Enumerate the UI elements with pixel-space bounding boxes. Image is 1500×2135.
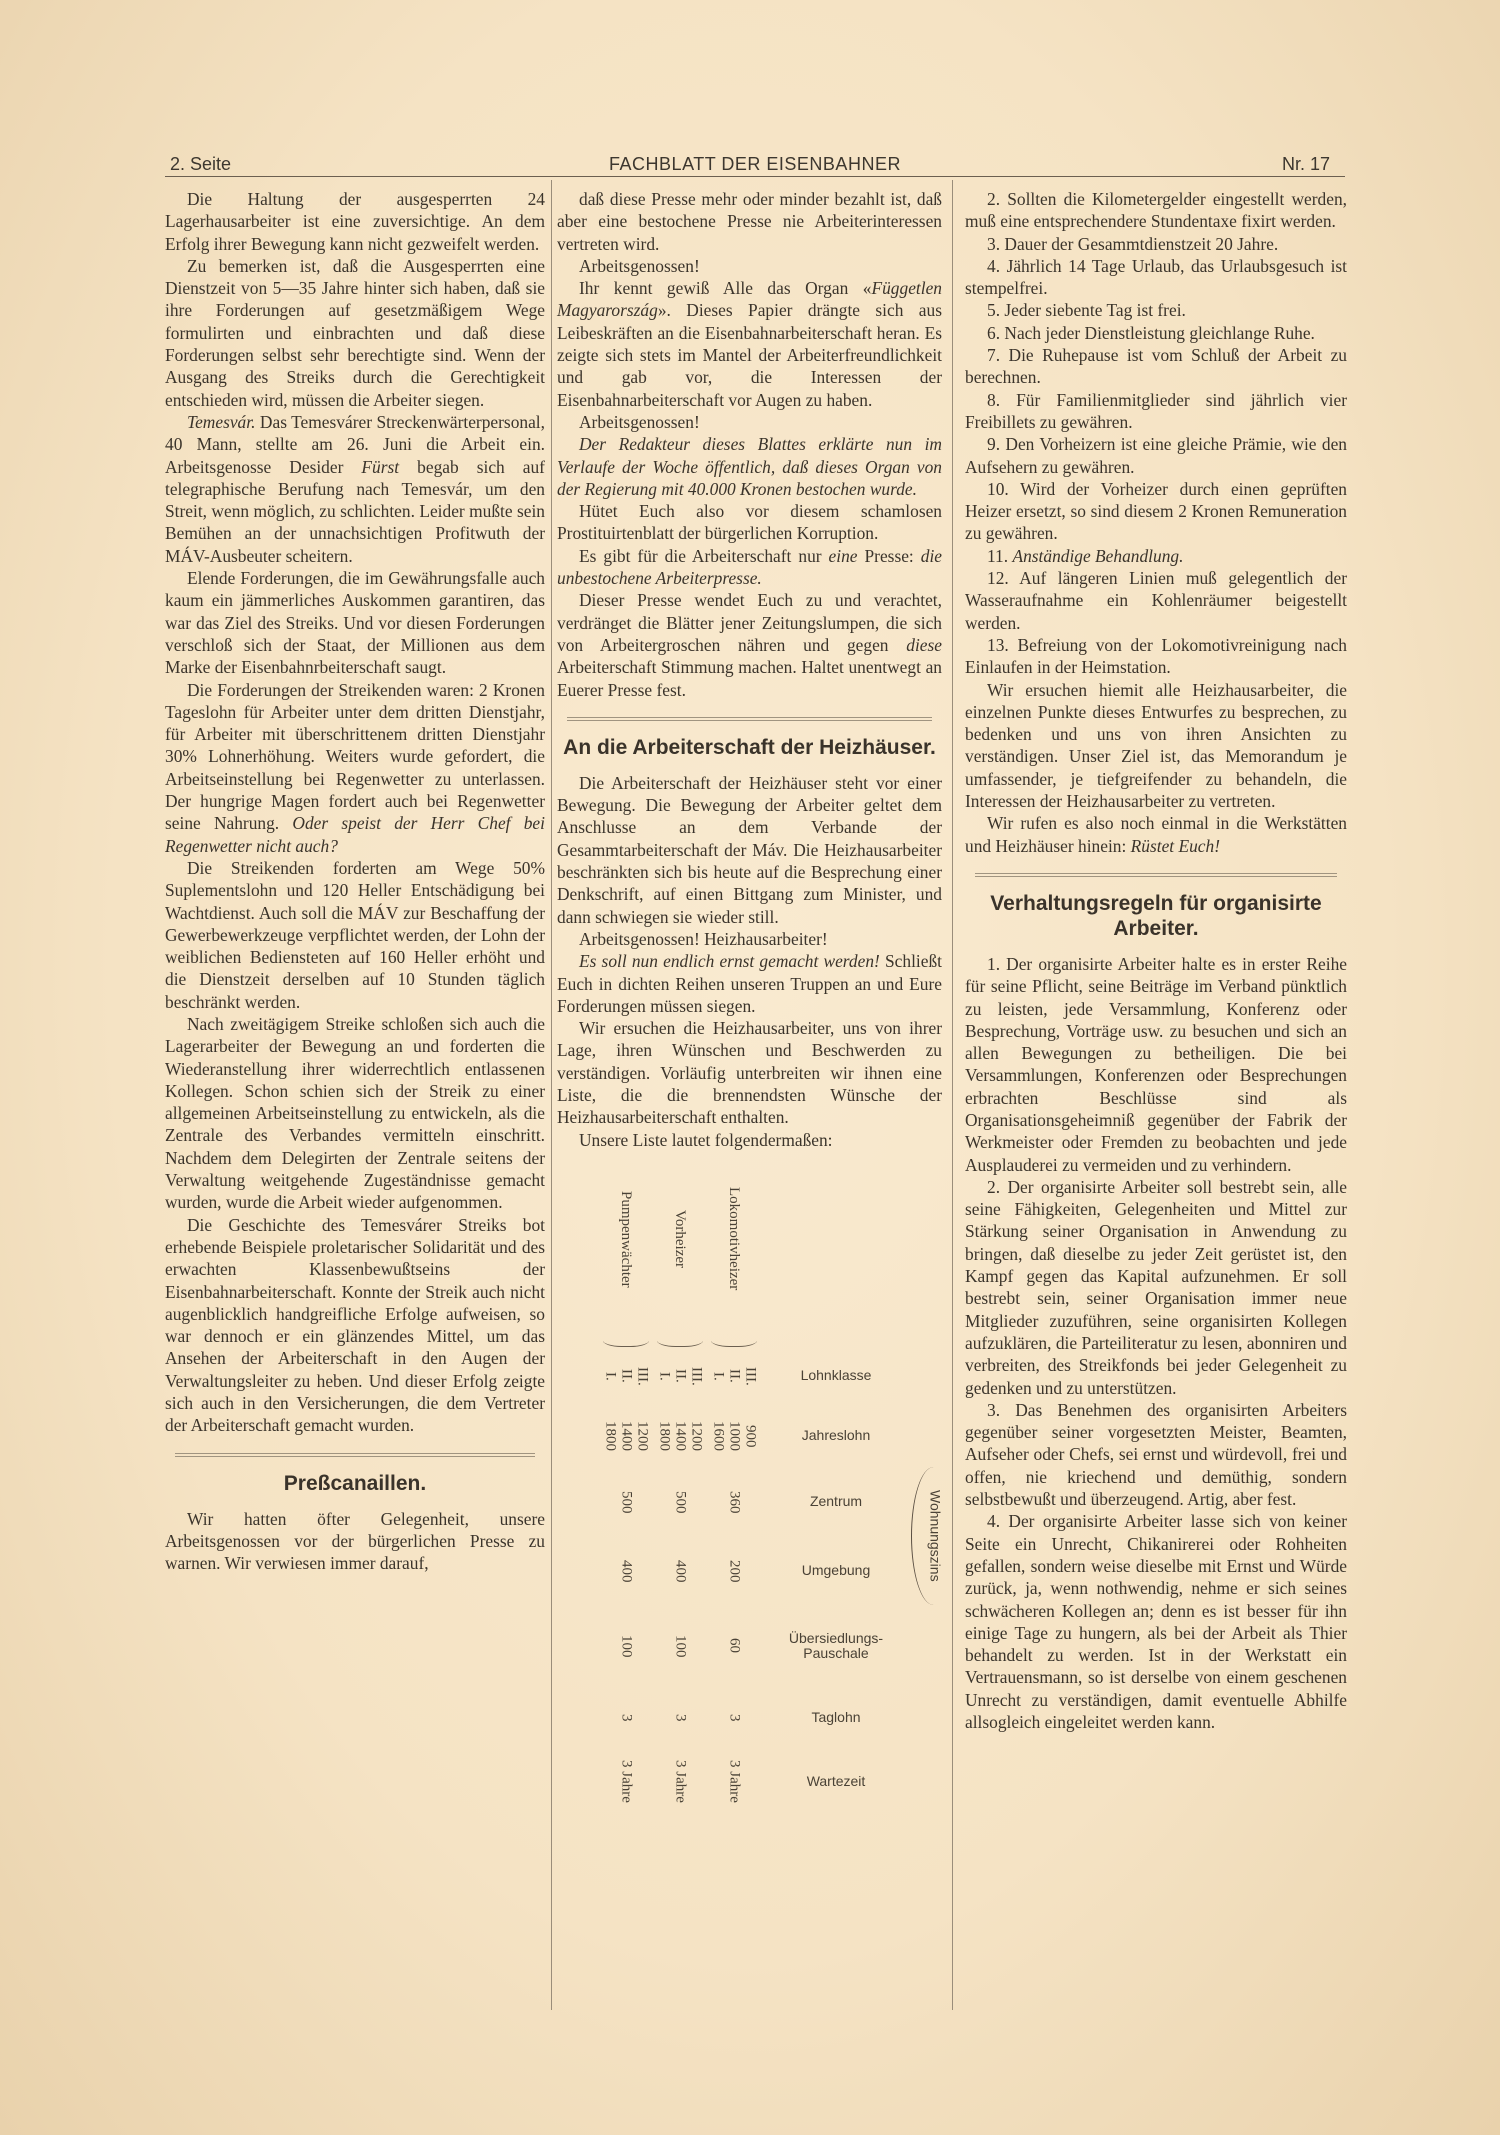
paragraph	[557, 772, 942, 928]
text-span: Die Haltung der ausgesperrten 24 Lagerhausarbeiter ist eine zuversichtige. An dem Erfolg ihrer Bewegung kann nicht gezweifelt werden.	[165, 189, 545, 254]
section-divider	[567, 717, 932, 721]
table-cell	[707, 1405, 761, 1467]
text-span: 9. Den Vorheizern ist eine gleiche Prämie, wie den Aufsehern zu gewähren.	[965, 434, 1347, 477]
table-cell	[653, 1749, 707, 1815]
table-row-label: Umgebung	[801, 1562, 871, 1579]
table-cell	[599, 1405, 653, 1467]
text-span: Die Forderungen der Streikenden waren: 2 Kronen Tageslohn für Arbeiter unter dem dritten Dienstjahr, für Arbeiter mit überschrittenem dritten Dienstjahr 30% Lohnerhöhung. Weiters wurde gefordert, die Arbeitseinstellung bei Regenwetter zu unterlassen. Der hungrige Magen fordert auch bei Regenwetter seine Nahrung.	[165, 679, 545, 834]
table-column-header: Vorheizer	[672, 1209, 689, 1268]
group-label: Wohnungszins	[911, 1467, 956, 1605]
text-span: Wir ersuchen hiemit alle Heizhausarbeiter, die einzelnen Punkte dieses Entwurfes zu besprechen, zu bedenken und uns von ihren Ansichten zu verständigen. Unser Ziel ist, das Memorandum je umfassender, je tiefgreifender zu behandeln, die Interessen der Heizhausarbeiter zu vertreten.	[965, 679, 1347, 812]
text-span: begab sich auf telegraphische Berufung nach Temesvár, um den Streit, wenn möglich, zu schlichten. Leider mußte sein Bemühen an der unnachsichtigen Profitwuth der MÁV-Ausbeuter scheitern.	[165, 456, 545, 566]
table-cell	[653, 1405, 707, 1467]
article-body	[965, 188, 1347, 857]
paragraph	[965, 389, 1347, 434]
cell-value: 1800	[656, 1420, 673, 1451]
table-cell	[707, 1467, 761, 1537]
cell-value: III.	[742, 1366, 759, 1386]
text-span: 2. Der organisirte Arbeiter soll bestrebt sein, alle seine Fähigkeiten, Gelegenheiten und Mittel zur Stärkung seiner Organisation in Anwendung zu bringen, daß dieselbe zu jeder Zeit gerüstet ist, den Kampf gegen das Kapital aufzunehmen. Er soll bestrebt sein, seiner Organisation immer neue Mitglieder zuzuführen, seine organisirten Kollegen aufzuklären, die Parteiliteratur zu lesen, abonniren und verbreiten, des Streikfonds bei jeder Gelegenheit zu gedenken und zu unterstützen.	[965, 1176, 1347, 1398]
table-cell	[599, 1537, 653, 1605]
cell-value: 1200	[688, 1420, 705, 1451]
emphasis-text: Rüstet Euch!	[1130, 835, 1220, 856]
paragraph	[557, 545, 942, 590]
paragraph	[557, 433, 942, 500]
table-cell	[707, 1687, 761, 1749]
cell-value: 400	[672, 1559, 689, 1583]
column-brace	[603, 1331, 649, 1347]
cell-value: I.	[602, 1371, 619, 1381]
table-row-label: Wartezeit	[806, 1773, 866, 1790]
table-cell	[707, 1537, 761, 1605]
text-span: 13. Befreiung von der Lokomotivreinigung nach Einlaufen in der Heimstation.	[965, 634, 1347, 678]
paragraph	[165, 1508, 545, 1575]
text-span: 2. Sollten die Kilometergelder eingestellt werden, muß eine entsprechendere Stundentaxe fixirt werden.	[965, 189, 1347, 232]
table-row-label: Lohnklasse	[800, 1367, 872, 1384]
text-span: Wir hatten öfter Gelegenheit, unsere Arbeitsgenossen vor der bürgerlichen Presse zu warnen. Wir verwiesen immer darauf,	[165, 1508, 545, 1574]
table-cell	[653, 1467, 707, 1537]
text-span: Die Arbeiterschaft der Heizhäuser steht vor einer Bewegung. Die Bewegung der Arbeiter geltet dem Anschlusse an dem Verbande der Gesammtarbeiterschaft der Máv. Die Heizhausarbeiter beschränkten sich bis heute auf die Besprechung einer Denkschrift, auf einen Bittgang zum Minister, und dann schwiegen sie wieder still.	[557, 772, 942, 927]
paragraph	[965, 812, 1347, 857]
paragraph	[965, 188, 1347, 233]
article-body	[965, 953, 1347, 1733]
table-cell	[653, 1605, 707, 1687]
paragraph	[965, 299, 1347, 321]
paragraph	[557, 277, 942, 411]
text-span: Die Streikenden forderten am Wege 50% Suplementslohn und 120 Heller Entschädigung bei Wachtdienst. Auch soll die MÁV zur Beschaffung der Gewerbewerkzeuge verpflichtet werden, der Lohn der weiblichen Bediensteten auf 160 Heller erhöht und die Dienstzeit derselben auf 10 Stunden täglich beschränkt werden.	[165, 857, 545, 1012]
cell-value: 1600	[710, 1420, 727, 1451]
paragraph	[965, 1399, 1347, 1510]
table-row-label: Zentrum	[809, 1493, 863, 1510]
cell-value: I.	[656, 1371, 673, 1381]
paragraph	[165, 188, 545, 255]
text-span: Wir ersuchen die Heizhausarbeiter, uns von ihrer Lage, ihren Wünschen und Beschwerden zu verständigen. Vorläufig unterbreiten wir ihnen eine Liste, die die brennendsten Wünsche der Heizhausarbeiterschaft enthalten.	[557, 1018, 942, 1128]
emphasis-text: eine	[828, 545, 858, 566]
cell-value: 500	[618, 1490, 635, 1514]
wage-table	[557, 1159, 944, 1804]
emphasis-text: Fürst	[361, 456, 400, 477]
text-span: Arbeiterschaft Stimmung machen. Haltet unentwegt an Euerer Presse fest.	[557, 657, 942, 700]
column-divider	[551, 180, 552, 2010]
paragraph	[965, 634, 1347, 679]
text-span: 12. Auf längeren Linien muß gelegentlich der Wasseraufnahme ein Kohlenräumer beigestellt werden.	[965, 568, 1347, 633]
table-cell	[599, 1467, 653, 1537]
paragraph	[165, 679, 545, 857]
table-cell	[653, 1537, 707, 1605]
cell-value: II.	[672, 1369, 689, 1383]
paragraph	[965, 255, 1347, 300]
cell-value: 3	[672, 1714, 689, 1722]
cell-value: II.	[726, 1369, 743, 1383]
emphasis-text: Oder speist der Herr Chef bei Regenwetter nicht auch?	[165, 813, 545, 856]
paragraph	[965, 1176, 1347, 1399]
text-span: Ihr kennt gewiß Alle das Organ «	[579, 278, 872, 299]
text-span: 10. Wird der Vorheizer durch einen geprüften Heizer ersetzt, so sind diesem 2 Kronen Remuneration zu gewähren.	[965, 478, 1347, 544]
paragraph	[165, 411, 545, 567]
paragraph	[557, 950, 942, 1017]
text-span: daß diese Presse mehr oder minder bezahlt ist, daß aber eine bestochene Presse nie Arbeiterinteressen vertreten wird.	[557, 189, 942, 254]
cell-value: III.	[688, 1366, 705, 1386]
table-row-label: Taglohn	[811, 1709, 861, 1726]
article-heading: An die Arbeiterschaft der Heizhäuser.	[563, 735, 936, 759]
paragraph	[965, 679, 1347, 813]
text-span: 4. Der organisirte Arbeiter lasse sich von keiner Seite ein Unrecht, Chikanirerei oder Rohheiten gefallen, sondern weise dieselbe mit Ernst und Würde zurück, ja, wenn nothwendig, nehme er sich seines schwächeren Kollegen an; denn es ist besser für ihn einige Tage zu hungern, als bei der Arbeit als Thier behandelt zu werden. Ist in der Werkstatt ein Vertrauensmann, so ist derselbe von einem geschenen Unrecht zu verständigen, damit eventuelle Abhilfe allsogleich eingeleitet werden kann.	[965, 1511, 1347, 1732]
cell-value: 3 Jahre	[726, 1760, 743, 1804]
paragraph	[165, 857, 545, 1013]
cell-value: 100	[618, 1634, 635, 1658]
issue-number: Nr. 17	[1281, 154, 1330, 174]
table-column-header: Pumpenwächter	[618, 1190, 635, 1288]
section-divider	[175, 1453, 535, 1457]
cell-value: 100	[672, 1634, 689, 1658]
text-span: 7. Die Ruhepause ist vom Schluß der Arbeit zu berechnen.	[965, 345, 1347, 388]
table-cell	[653, 1347, 707, 1405]
text-span: Dieser Presse wendet Euch zu und verachtet, verdränget die Blätter jener Zeitungslumpen, die sich von Arbeitergroschen nähren und gegen	[557, 590, 942, 655]
newspaper-title: FACHBLATT DER EISENBAHNER	[609, 154, 901, 174]
emphasis-text: diese	[906, 634, 942, 655]
table-cell	[653, 1687, 707, 1749]
text-span: Wir rufen es also noch einmal in die Werkstätten und Heizhäuser hinein:	[965, 813, 1347, 856]
emphasis-text: Független Magyarország	[557, 278, 942, 321]
paragraph	[557, 1017, 942, 1128]
paragraph	[557, 589, 942, 700]
cell-value: 3	[618, 1714, 635, 1722]
emphasis-text: Anständige Behandlung.	[1012, 545, 1184, 566]
text-span: Arbeitsgenossen!	[579, 255, 700, 276]
table-cell	[707, 1605, 761, 1687]
text-span: Es gibt für die Arbeiterschaft nur	[579, 545, 829, 566]
column-brace	[711, 1331, 757, 1347]
article-heading: Verhaltungsregeln für organisirte Arbeiter.	[990, 891, 1322, 940]
cell-value: 500	[672, 1490, 689, 1514]
text-span: Arbeitsgenossen!	[579, 411, 700, 432]
column-brace	[657, 1331, 703, 1347]
paragraph	[965, 545, 1347, 567]
cell-value: III.	[634, 1366, 651, 1386]
text-span: ». Dieses Papier drängte sich aus Leibeskräften an die Eisenbahnarbeiterschaft heran. Es zeigte sich stets im Mantel der Arbeiterfreundlichkeit und gab vor, die Interessen der Eisenbahnarbeiterschaft vor Augen zu haben.	[557, 300, 942, 410]
text-span: 3. Das Benehmen des organisirten Arbeiters gegenüber seiner vorgesetzten Meister, Beamten, Aufseher oder Chefs, sei ernst und würdevoll, frei und offen, nie kriechend und demüthig, sondern selbstbewußt und überzeugend. Artig, aber fest.	[965, 1399, 1347, 1510]
column-divider	[952, 180, 953, 2010]
cell-value: I.	[710, 1371, 727, 1381]
article-body	[557, 772, 942, 1151]
cell-value: 1400	[618, 1420, 635, 1451]
cell-value: 3 Jahre	[618, 1760, 635, 1804]
table-cell	[599, 1605, 653, 1687]
article-body	[165, 188, 545, 1437]
cell-value: 3	[726, 1714, 743, 1722]
table-row-label: Übersiedlungs-Pauschale	[788, 1629, 884, 1661]
cell-value: 60	[726, 1638, 743, 1654]
text-span: Die Geschichte des Temesvárer Streiks bot erhebende Beispiele proletarischer Solidarität und des erwachten Klassenbewußtseins der Eisenbahnarbeiterschaft. Konnte der Streik auch nicht augenblicklich handgreifliche Erfolge aufweisen, so war dennoch er ein glänzendes Mittel, um das Ansehen der Arbeiterschaft in den Augen der Verwaltungsleiter zu heben. Und dieser Erfolg zeigte sich auch in den Versicherungen, die dem Vertreter der Arbeiterschaft gemacht wurden.	[165, 1214, 545, 1436]
text-span: Arbeitsgenossen! Heizhausarbeiter!	[579, 928, 828, 949]
paragraph	[965, 344, 1347, 389]
text-span: Unsere Liste lautet folgendermaßen:	[579, 1129, 833, 1150]
article-body	[165, 1508, 545, 1575]
text-span: Schließt Euch in dichten Reihen unseren Truppen an und Eure Forderungen müssen siegen.	[557, 951, 942, 1016]
paragraph	[557, 411, 942, 433]
cell-value: II.	[618, 1369, 635, 1383]
text-span: Elende Forderungen, die im Gewährungsfalle auch kaum ein jämmerliches Auskommen garantiren, das war das Ziel des Streiks. Und vor diesen Forderungen verschloß sich der Staat, der Millionen aus dem Marke der Eisenbahnrbeiterschaft saugt.	[165, 568, 545, 678]
emphasis-text: Es soll nun endlich ernst gemacht werden!	[579, 951, 880, 972]
paragraph	[557, 928, 942, 950]
cell-value: 200	[726, 1559, 743, 1583]
table-cell	[599, 1347, 653, 1405]
text-span: 5. Jeder siebente Tag ist frei.	[987, 300, 1186, 321]
paragraph	[557, 500, 942, 545]
cell-value: 1800	[602, 1420, 619, 1451]
paragraph	[965, 567, 1347, 634]
article-heading: Preßcanaillen.	[283, 1471, 427, 1495]
paragraph	[557, 255, 942, 277]
cell-value: 900	[742, 1424, 759, 1448]
text-span: 1. Der organisirte Arbeiter halte es in erster Reihe für seine Pflicht, seine Beiträge im Verband pünktlich zu leisten, jede Versammlung, Konferenz oder Besprechung, Vorträge usw. zu besuchen und sich an allen Bewegungen zu betheiligen. Die bei Versammlungen, Konferenzen oder Besprechungen erbrachten Beschlüsse sind als Organisationsgeheimniß gegenüber der Fabrik der Werkmeister oder Fremden zu beobachten und jede Ausplauderei zu vermeiden und zu verhindern.	[965, 953, 1347, 1175]
table-cell	[599, 1687, 653, 1749]
section-divider	[975, 873, 1337, 877]
page-number: 2. Seite	[170, 154, 232, 174]
text-span: 4. Jährlich 14 Tage Urlaub, das Urlaubsgesuch ist stempelfrei.	[965, 255, 1347, 299]
text-span: Das Temesvárer Streckenwärterpersonal, 40 Mann, stellte am 26. Juni die Arbeit ein. Arbeitsgenosse Desider	[165, 411, 545, 477]
cell-value: 1000	[726, 1420, 743, 1451]
paragraph	[965, 433, 1347, 478]
paragraph	[965, 1510, 1347, 1733]
text-span: Zu bemerken ist, daß die Ausgesperrten eine Dienstzeit von 5—35 Jahre hinter sich haben, daß sie ihre Forderungen auf gesetzmäßigem Wege formulirten und einbrachten und daß diese Forderungen selbst sehr berechtigte sind. Wenn der Ausgang des Streiks durch die Gerechtigkeit entschieden wird, müssen die Arbeiter siegen.	[165, 255, 545, 410]
paragraph	[165, 1214, 545, 1437]
table-column-header: Lokomotivheizer	[726, 1187, 743, 1291]
column-2	[557, 188, 944, 1804]
text-span: 8. Für Familienmitglieder sind jährlich vier Freibillets zu gewähren.	[965, 389, 1347, 432]
emphasis-text: Temesvár.	[187, 411, 256, 432]
cell-value: 360	[726, 1490, 743, 1514]
text-span: Nach zweitägigem Streike schloßen sich auch die Lagerarbeiter der Bewegung an und forderten die Wiederanstellung ihrer widerrechtlich entlassenen Kollegen. Schon schien sich der Streik zu einer allgemeinen Arbeitseinstellung zu entwickeln, als die Zentrale des Verbandes vermitteln einschritt. Nachdem dem Delegirten der Zentrale seitens der Verwaltung weitgehende Zugeständnisse gemacht wurden, wurde die Arbeit wieder aufgenommen.	[165, 1013, 545, 1213]
paragraph	[965, 233, 1347, 255]
text-span: 3. Dauer der Gesammtdienstzeit 20 Jahre.	[987, 233, 1279, 254]
paragraph	[965, 322, 1347, 344]
cell-value: 1400	[672, 1420, 689, 1451]
paragraph	[165, 1013, 545, 1214]
text-span: Presse:	[857, 545, 921, 566]
text-span: 6. Nach jeder Dienstleistung gleichlange Ruhe.	[987, 322, 1315, 343]
emphasis-text: Der Redakteur dieses Blattes erklärte nun im Verlaufe der Woche öffentlich, daß dieses Organ von der Regierung mit 40.000 Kronen bestochen wurde.	[557, 434, 942, 499]
column-1	[165, 188, 545, 1575]
table-cell	[707, 1347, 761, 1405]
paragraph	[557, 1129, 942, 1151]
cell-value: 1200	[634, 1420, 651, 1451]
table-row-label: Jahreslohn	[801, 1427, 871, 1444]
paragraph	[557, 188, 942, 255]
page-header	[165, 152, 1345, 177]
cell-value: 3 Jahre	[672, 1760, 689, 1804]
paragraph	[165, 567, 545, 678]
text-span: Hütet Euch also vor diesem schamlosen Prostituirtenblatt der bürgerlichen Korruption.	[557, 501, 942, 544]
cell-value: 400	[618, 1559, 635, 1583]
emphasis-text: die unbestochene Arbeiterpresse.	[557, 545, 942, 589]
table-cell	[707, 1749, 761, 1815]
paragraph	[965, 478, 1347, 545]
paragraph	[965, 953, 1347, 1176]
text-span: 11.	[987, 545, 1013, 566]
article-body	[557, 188, 942, 701]
paragraph	[165, 255, 545, 411]
column-3	[965, 188, 1347, 1733]
table-cell	[599, 1749, 653, 1815]
